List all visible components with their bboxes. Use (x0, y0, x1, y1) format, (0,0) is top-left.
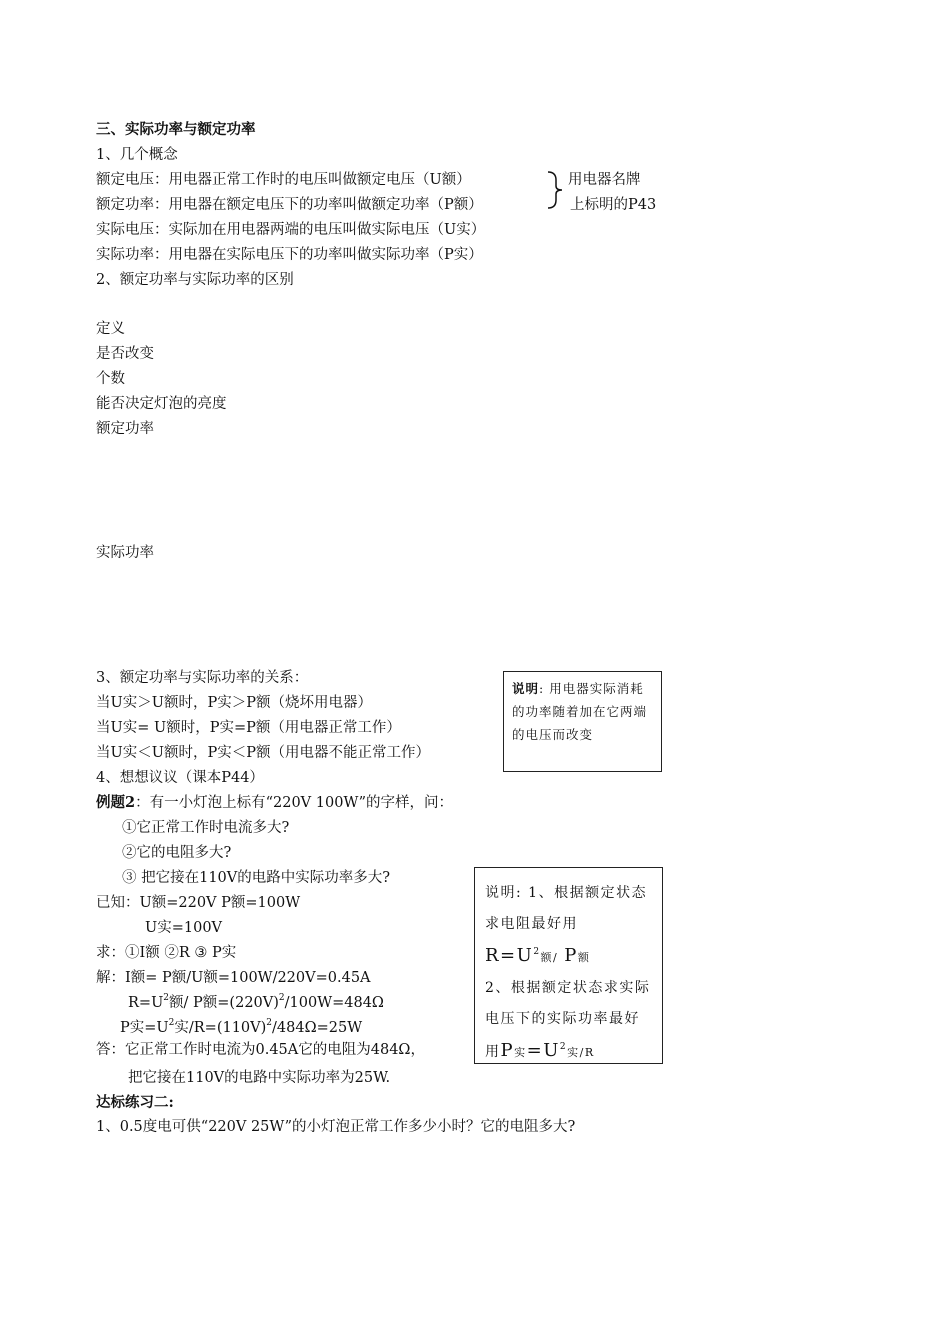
note1-text: : 用电器实际消耗的功率随着加在它两端的电压而改变 (512, 681, 648, 742)
def-rated-power: 额定功率：用电器在额定电压下的功率叫做额定功率（P额） (96, 197, 483, 213)
example-text: ：有一小灯泡上标有“220V 100W”的字样，问： (135, 795, 454, 811)
def-actual-power: 实际功率：用电器在实际电压下的功率叫做实际功率（P实） (96, 247, 483, 263)
known-1: 已知：U额=220V P额=100W (96, 895, 301, 911)
heading-difference: 2、额定功率与实际功率的区别 (96, 272, 294, 288)
question-1: ①它正常工作时电流多大? (122, 820, 290, 836)
row-count: 个数 (96, 371, 125, 387)
note-box-1 (503, 671, 662, 772)
solution-2: $R=U^2$额/ P额$=(220V)^2/100W=484\Omega$ (128, 993, 384, 1011)
example-title (96, 793, 453, 813)
brace-icon (544, 170, 564, 210)
note2-line2: 2、根据额定状态求实际电压下的实际功率最好用 (485, 980, 651, 1060)
section-title: 三、实际功率与额定功率 (96, 121, 256, 138)
answer-1: 答：它正常工作时电流为0.45A它的电阻为484Ω， (96, 1042, 425, 1058)
def-rated-voltage: 额定电压：用电器正常工作时的电压叫做额定电压（U额） (96, 172, 471, 188)
note2-formula1: $R=U^2$额/ P额 (485, 945, 591, 966)
note2-line1: 说明: 1、根据额定状态求电阻最好用 (485, 885, 648, 932)
solution-1: 解：I额= P额/U额=100W/220V=0.45A (96, 970, 371, 986)
heading-relation: 3、额定功率与实际功率的关系： (96, 670, 309, 686)
note-box-2 (474, 867, 663, 1064)
note1-label: 说明 (512, 681, 540, 696)
solution-3: P实$=U^2$实$/R=(110V)^2/484\Omega=25W$ (120, 1018, 363, 1036)
row-actual-power: 实际功率 (96, 545, 154, 561)
seek: 求：①I额 ②R ③ P实 (96, 945, 237, 961)
heading-discuss: 4、想想议议（课本P44） (96, 770, 264, 786)
relation-1: 当U实＞U额时，P实＞P额（烧坏用电器） (96, 695, 372, 711)
row-change: 是否改变 (96, 346, 154, 362)
answer-2: 把它接在110V的电路中实际功率为25W. (128, 1070, 391, 1086)
relation-3: 当U实＜U额时，P实＜P额（用电器不能正常工作） (96, 745, 430, 761)
def-actual-voltage: 实际电压：实际加在用电器两端的电压叫做实际电压（U实） (96, 222, 486, 238)
row-brightness: 能否决定灯泡的亮度 (96, 396, 227, 412)
practice-question-1: 1、0.5度电可供“220V 25W”的小灯泡正常工作多少小时？它的电阻多大? (96, 1119, 576, 1135)
known-2: U实=100V (145, 920, 223, 936)
question-2: ②它的电阻多大? (122, 845, 232, 861)
relation-2: 当U实= U额时，P实=P额（用电器正常工作） (96, 720, 401, 736)
brace-note-2: 上标明的P43 (570, 197, 657, 213)
question-3: ③ 把它接在110V的电路中实际功率多大? (122, 870, 391, 886)
heading-concepts: 1、几个概念 (96, 147, 178, 163)
brace-note-1: 用电器名牌 (568, 172, 641, 188)
practice-title: 达标练习二: (96, 1094, 174, 1111)
example-label: 例题2 (96, 794, 136, 811)
note2-formula2: P实$=U^2$实/R (500, 1040, 595, 1061)
row-rated-power: 额定功率 (96, 421, 154, 437)
row-definition: 定义 (96, 321, 125, 337)
